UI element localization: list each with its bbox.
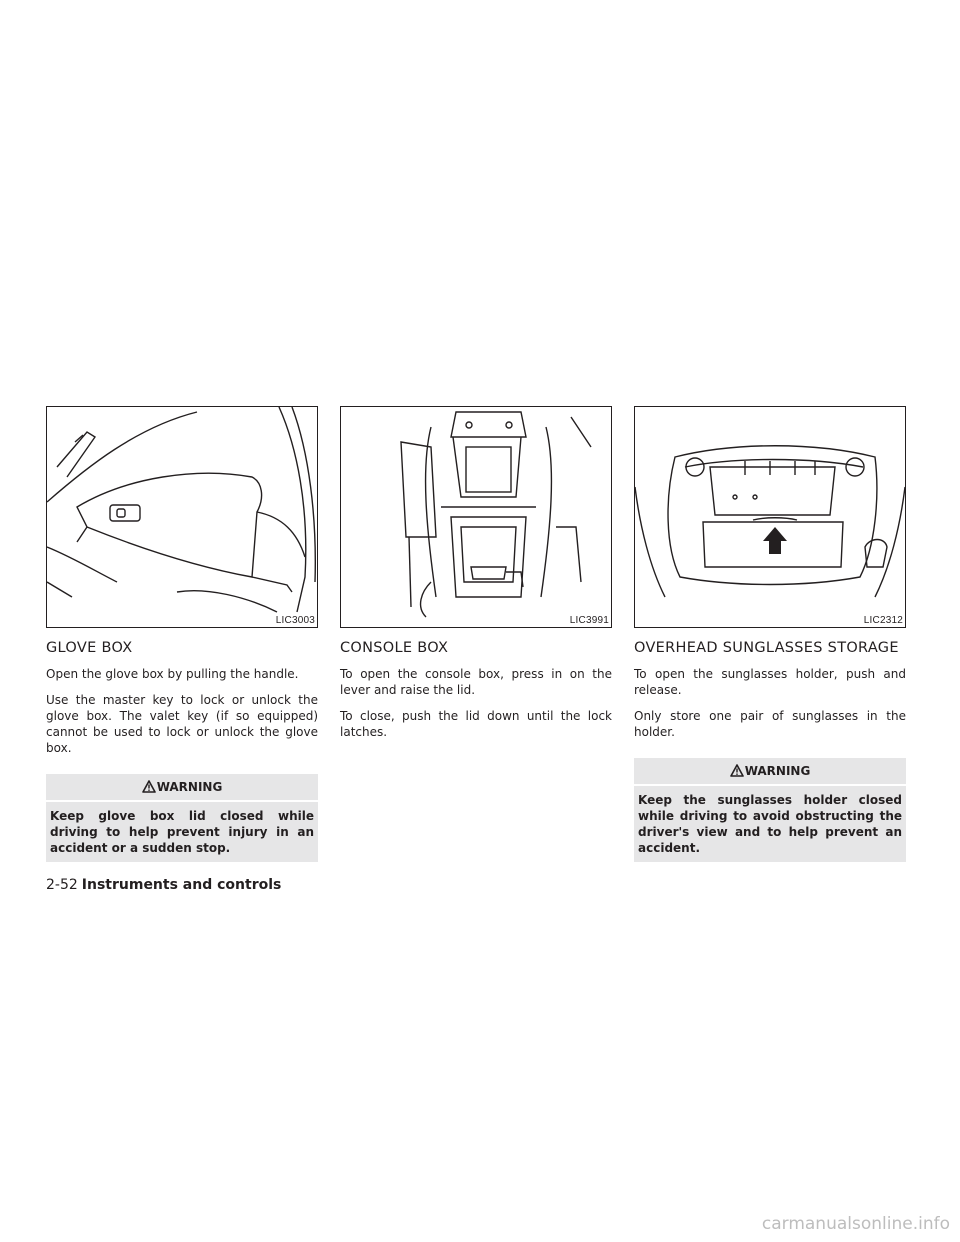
- figure-code: LIC3003: [275, 615, 315, 626]
- warning-text: Keep the sunglasses holder closed while driving to avoid obstructing the driver's view and to help prevent an accident.: [638, 793, 902, 855]
- paragraph: To open the console box, press in on the lever and raise the lid.: [340, 667, 612, 697]
- sunglasses-holder-illustration: [634, 406, 906, 628]
- section-sunglasses-storage: [634, 406, 906, 862]
- watermark: carmanualsonline.info: [761, 1214, 950, 1234]
- warning-label: WARNING: [744, 764, 811, 778]
- warning-header: [634, 758, 906, 786]
- warning-box: [634, 758, 906, 862]
- figure-code: LIC3991: [569, 615, 609, 626]
- warning-triangle-icon: [730, 764, 744, 777]
- glove-box-drawing: [47, 407, 317, 627]
- console-box-drawing: [341, 407, 611, 627]
- warning-triangle-icon: [142, 780, 156, 793]
- console-box-illustration: [340, 406, 612, 628]
- section-console-box: [340, 406, 612, 750]
- paragraph: Open the glove box by pulling the handle.: [46, 667, 299, 681]
- paragraph: Use the master key to lock or unlock the glove box. The valet key (if so equipped) cannot be used to lock or unlock the glove box.: [46, 693, 318, 755]
- paragraph: To close, push the lid down until the lock latches.: [340, 709, 612, 739]
- section-title: GLOVE BOX: [46, 640, 133, 656]
- page-footer: [46, 877, 281, 893]
- paragraph: To open the sunglasses holder, push and release.: [634, 667, 906, 697]
- paragraph: Only store one pair of sunglasses in the holder.: [634, 709, 906, 739]
- section-title: CONSOLE BOX: [340, 640, 449, 656]
- sunglasses-holder-drawing: [635, 407, 905, 627]
- warning-label: WARNING: [156, 780, 223, 794]
- warning-header: [46, 774, 318, 802]
- warning-text: Keep glove box lid closed while driving to help prevent injury in an accident or a sudden stop.: [50, 809, 314, 855]
- glove-box-illustration: [46, 406, 318, 628]
- section-glove-box: [46, 406, 318, 862]
- section-title: OVERHEAD SUNGLASSES STORAGE: [634, 640, 899, 656]
- warning-box: [46, 774, 318, 862]
- page-number: 2-52: [46, 877, 78, 893]
- footer-section-title: Instruments and controls: [81, 877, 282, 893]
- figure-code: LIC2312: [863, 615, 903, 626]
